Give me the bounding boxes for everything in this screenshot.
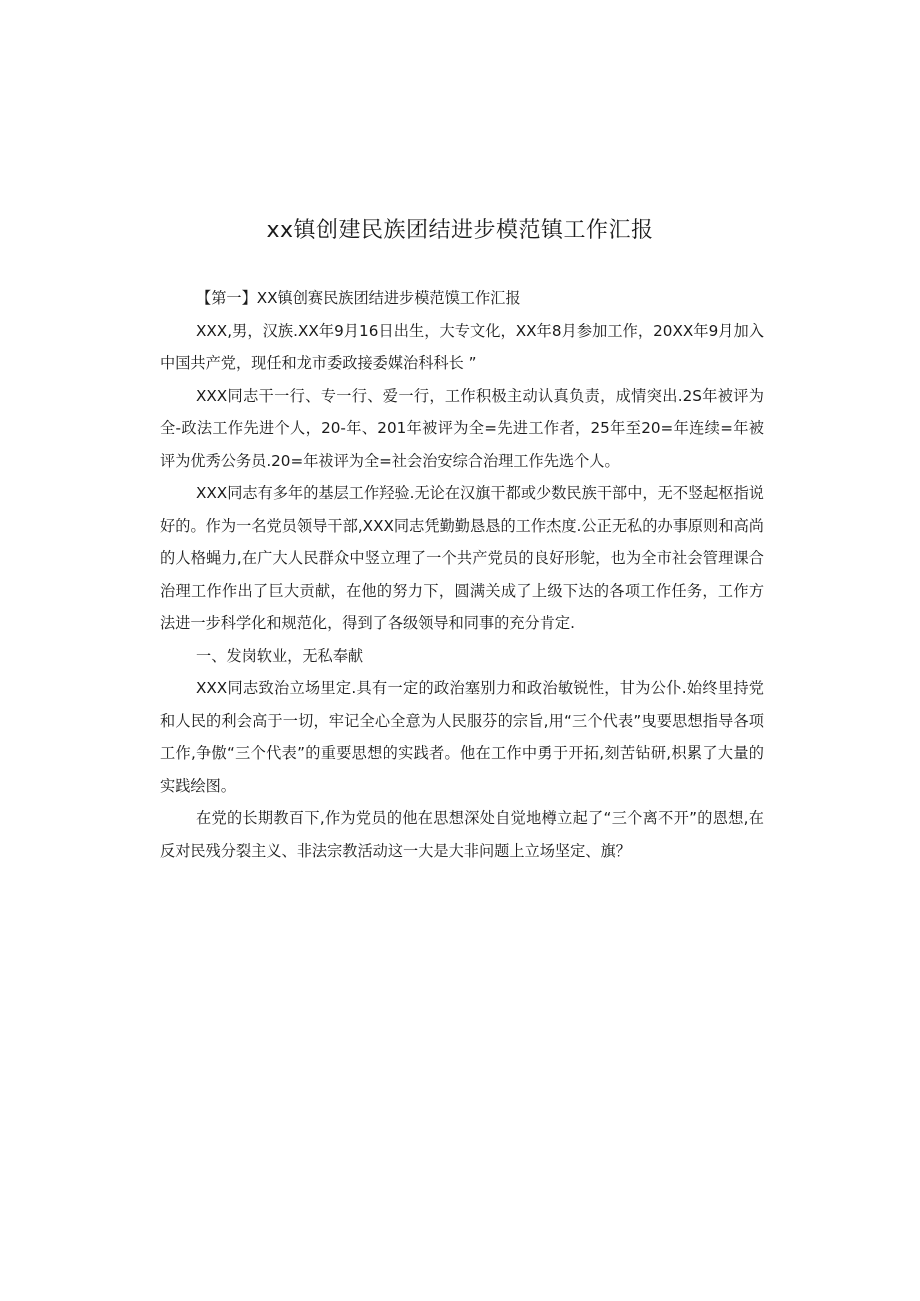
section-heading-dedication: 一、发岗软业，无私奉献 [196,646,364,665]
paragraph-profile: XXX,男，汉族.XX年9月16日出生，大专文化，XX年8月参加工作，20XX年9月加入中国共产党，现任和龙市委政接委媒治科科长 ” [160,321,764,372]
paragraph-experience: XXX同志有多年的基层工作羟验.无论在汉旗干都或少数民族干部中，无不竖起枢指说好的。作为一名党员领导干部,XXX同志凭勤勤恳恳的工作杰度.公正无私的办事原则和高尚的人格蝇力,在广大人民群众中竖立理了一个共产党员的良好形鸵，也为全市社会管理课合治理工作作出了巨大贡献，在他的努力下，圆满关成了上级下达的各项工作任务，工作方法进一步科学化和规范化，得到了各级领导和同事的充分肯定. [160,484,764,632]
document-title: xx镇创建民族团结进步模范镇工作汇报 [266,218,654,243]
section-heading-first: 【第一】XX镇创赛民族团结进步模范馍工作汇报 [196,289,521,307]
paragraph-party-education: 在党的长期教百下,作为党员的他在思想深处自觉地樽立起了“三个离不开”的恩想,在反对民残分裂主义、非法宗教活动这一大是大非问题上立场坚定、旗？ [160,809,764,860]
document-body [160,282,764,867]
paragraph-honors: XXX同志干一行、专一行、爱一行，工作积极主动认真负责，成情突出.2S年被评为全-政法工作先进个人，20-年、201年被评为全=先进工作者，25年至20=年连续=年被评为优秀公务员.20=年祓评为全=社会治安综合治理工作先选个人。 [160,386,764,470]
paragraph-political-stance: XXX同志致治立场里定.具有一定的政治塞别力和政治敏锐性，甘为公仆.始终里持党和人民的利会高于一切，牢记全心全意为人民服芬的宗旨,用“三个代表”曳要思想指导各项工作,争傲“三个代表”的重要思想的实践者。他在工作中勇于开拓,刻苦钻研,枳累了大量的实践绘图。 [160,679,764,795]
